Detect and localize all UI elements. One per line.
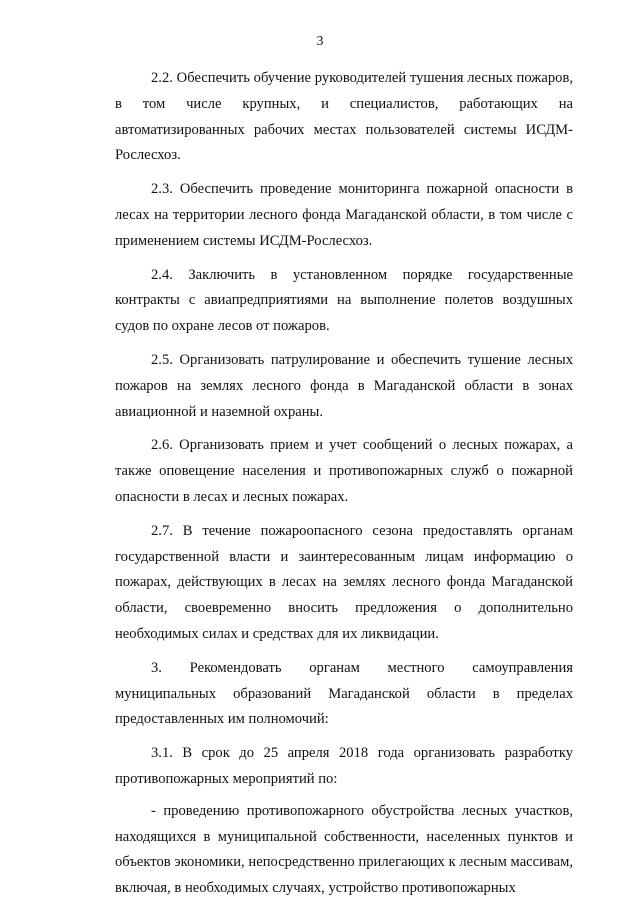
- paragraph-2-2: 2.2. Обеспечить обучение руководителей тушения лесных пожаров, в том числе крупных, и специалистов, работающих на автоматизированных рабочих местах пользователей системы ИСДМ-Рослесхоз.: [115, 70, 573, 164]
- page-number: 3: [316, 34, 324, 49]
- paragraph-3: 3. Рекомендовать органам местного самоуправления муниципальных образований Магаданской области в пределах предоставленных им полномочий:: [115, 659, 573, 728]
- paragraph-3-1: 3.1. В срок до 25 апреля 2018 года организовать разработку противопожарных мероприятий по:: [115, 745, 573, 787]
- paragraph-2-4: 2.4. Заключить в установленном порядке государственные контракты с авиапредприятиями на выполнение полетов воздушных судов по охране лесов от пожаров.: [115, 266, 573, 335]
- paragraph-2-6: 2.6. Организовать прием и учет сообщений о лесных пожарах, а также оповещение населения и противопожарных служб о пожарной опасности в лесах и лесных пожарах.: [115, 437, 573, 505]
- paragraph-2-5: 2.5. Организовать патрулирование и обеспечить тушение лесных пожаров на землях лесного фонда в Магаданской области в зонах авиационной и наземной охраны.: [115, 351, 573, 420]
- paragraph-2-3: 2.3. Обеспечить проведение мониторинга пожарной опасности в лесах на территории лесного фонда Магаданской области, в том числе с применением системы ИСДМ-Рослесхоз.: [115, 181, 573, 249]
- paragraph-list-item: - проведению противопожарного обустройства лесных участков, находящихся в муниципальной собственности, населенных пунктов и объектов экономики, непосредственно прилегающих к лесным массивам, включая, в необходимых случаях, устройство противопожарных: [115, 802, 573, 897]
- document-body: [115, 66, 573, 910]
- paragraph-2-7: 2.7. В течение пожароопасного сезона предоставлять органам государственной власти и заинтересованным лицам информацию о пожарах, действующих в лесах на землях лесного фонда Магаданской области, своевременно вносить предложения о дополнительно необходимых силах и средствах для их ликвидации.: [115, 522, 573, 642]
